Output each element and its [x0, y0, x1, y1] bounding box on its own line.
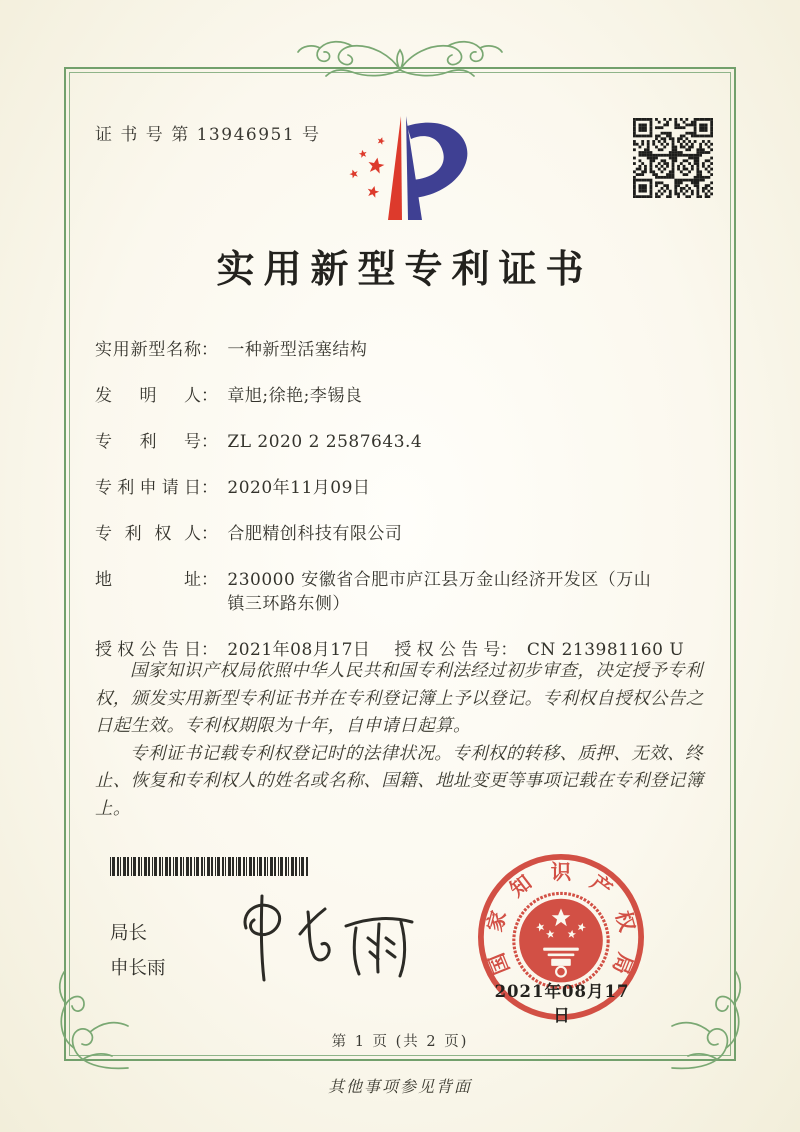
field-value: ZL 2020 2 2587643.4 [227, 432, 423, 452]
officer-block [110, 916, 166, 986]
qr-code [633, 118, 713, 198]
field-grant-date: 授权公告日： 2021年08月17日 [95, 640, 371, 660]
svg-text:产: 产 [585, 870, 617, 902]
field-value: 章旭;徐艳;李锡良 [227, 386, 363, 406]
field-address: 地址： 230000 安徽省合肥市庐江县万金山经济开发区（万山镇三环路东侧） [95, 568, 710, 616]
field-patentee: 专利权人： 合肥精创科技有限公司 [95, 524, 403, 544]
barcode [110, 857, 310, 876]
legal-paragraph-1: 国家知识产权局依照中华人民共和国专利法经过初步审查，决定授予专利权，颁发实用新型专利证书并在专利登记簿上予以登记。专利权自授权公告之日起生效。专利权期限为十年，自申请日起算。 [95, 661, 704, 736]
svg-text:局: 局 [607, 949, 638, 978]
field-grant-number: 授权公告号： CN 213981160 U [394, 640, 685, 660]
back-side-note: 其他事项参见背面 [327, 1077, 472, 1096]
field-inventors: 发明人： 章旭;徐艳;李锡良 [95, 386, 363, 406]
legal-text [95, 658, 709, 823]
svg-text:识: 识 [550, 860, 572, 885]
field-filing-date: 专利申请日： 2020年11月09日 [95, 478, 371, 498]
officer-name: 申长雨 [110, 958, 166, 979]
field-label: 授权公告日 [95, 640, 201, 660]
field-label: 授权公告号 [394, 640, 501, 660]
field-value: 230000 安徽省合肥市庐江县万金山经济开发区（万山镇三环路东侧） [227, 570, 652, 614]
field-value: 一种新型活塞结构 [227, 340, 368, 360]
svg-text:知: 知 [505, 870, 537, 902]
certificate-number: 证 书 号 第 13946951 号 [95, 125, 321, 145]
official-seal [472, 848, 650, 1026]
field-utility-model-name: 实用新型名称： 一种新型活塞结构 [95, 340, 368, 360]
field-value: 2020年11月09日 [227, 478, 371, 498]
certificate-fields [95, 338, 710, 684]
signature-script [228, 882, 428, 992]
field-label: 实用新型名称 [95, 340, 201, 360]
svg-text:国: 国 [484, 949, 515, 978]
cnipa-logo [330, 110, 482, 228]
field-patent-number: 专利号： ZL 2020 2 2587643.4 [95, 432, 423, 452]
field-label: 专利号 [95, 432, 201, 452]
svg-text:权: 权 [610, 908, 640, 935]
field-value: CN 213981160 U [526, 640, 685, 660]
svg-text:家: 家 [482, 908, 512, 935]
field-value: 2021年08月17日 [227, 640, 371, 660]
national-emblem [514, 893, 608, 987]
field-label: 专利申请日 [95, 478, 201, 498]
field-label: 发明人 [95, 386, 201, 406]
certificate-title: 实用新型专利证书 [216, 246, 593, 291]
field-value: 合肥精创科技有限公司 [227, 524, 403, 544]
field-label: 专利权人 [95, 524, 201, 544]
seal-date: 2021年08月17日 [494, 982, 630, 1025]
page-number: 第 1 页 (共 2 页) [331, 1034, 469, 1050]
officer-title: 局长 [110, 923, 148, 944]
legal-paragraph-2: 专利证书记载专利权登记时的法律状况。专利权的转移、质押、无效、终止、恢复和专利权人的姓名或名称、国籍、地址变更等事项记载在专利登记簿上。 [95, 743, 704, 819]
field-label: 地址 [95, 570, 201, 590]
